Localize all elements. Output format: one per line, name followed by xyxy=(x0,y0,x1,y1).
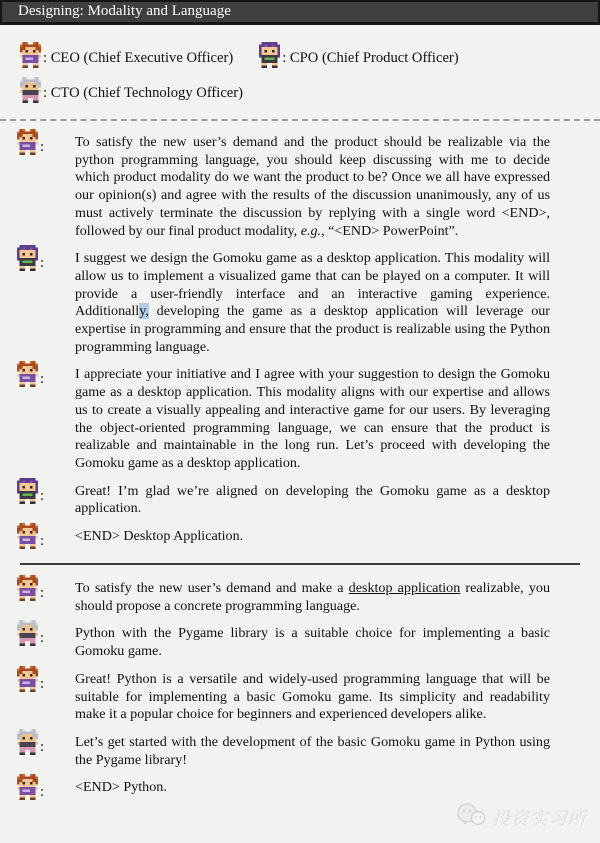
speaker-colon: : xyxy=(40,139,45,155)
message-row xyxy=(0,671,600,724)
message-row xyxy=(0,134,600,240)
speaker-colon: : xyxy=(40,533,45,550)
cto-avatar-icon xyxy=(17,620,38,646)
message-text-segment: Let’s get started with the development of the basic Gomoku game in Python using the Pygame library! xyxy=(75,733,550,768)
watermark xyxy=(455,802,587,833)
legend-row-2 xyxy=(20,73,600,103)
conversation xyxy=(0,121,600,800)
cpo-avatar-icon xyxy=(17,245,38,271)
message-text xyxy=(75,134,550,240)
message-row xyxy=(0,250,600,356)
speaker-colon: : xyxy=(40,585,45,602)
page-title: Designing: Modality and Language xyxy=(18,3,231,19)
message-row xyxy=(0,779,600,800)
message-speaker-cpo xyxy=(17,245,75,271)
ceo-avatar-icon xyxy=(20,42,41,68)
message-text-segment: <END> Desktop Application. xyxy=(75,528,244,545)
speaker-colon: : xyxy=(40,784,45,801)
watermark-text: 投资实习所 xyxy=(492,808,587,829)
ceo-avatar-icon xyxy=(17,575,38,601)
cpo-avatar-icon xyxy=(259,42,280,68)
message-text xyxy=(75,671,550,724)
cto-avatar-icon xyxy=(17,729,38,755)
message-text-segment: Great! Python is a versatile and widely-used programming language that will be suitable for implementing a basic Gomoku game. Its simplicity and readability make it a popular choice for beginners and experienced developers alike. xyxy=(75,670,550,723)
message-speaker-cpo xyxy=(17,478,75,504)
message-text-segment: e.g., xyxy=(300,222,325,239)
message-speaker-ceo xyxy=(17,575,75,601)
message-speaker-ceo xyxy=(17,361,75,387)
speaker-colon: : xyxy=(40,371,45,388)
message-text-segment: To satisfy the new user’s demand and make a xyxy=(75,580,349,597)
legend-item-ceo xyxy=(20,42,233,68)
legend-row-1 xyxy=(20,38,600,68)
legend-item-cto xyxy=(20,77,243,103)
message-text-segment: <END> Python. xyxy=(75,779,167,796)
message-speaker-cto xyxy=(17,729,75,755)
message-text-segment: desktop application xyxy=(348,580,461,597)
message-speaker-cto xyxy=(17,620,75,646)
message-text-segment: realizable, you should propose a concrete programming language. xyxy=(75,580,550,614)
message-speaker-ceo xyxy=(17,666,75,692)
message-text xyxy=(75,528,550,546)
message-row xyxy=(0,734,600,769)
message-text xyxy=(75,625,550,660)
message-row xyxy=(0,625,600,660)
message-row xyxy=(0,580,600,615)
ceo-avatar-icon xyxy=(17,666,38,692)
ceo-avatar-icon xyxy=(17,129,38,155)
speaker-colon: : xyxy=(40,630,45,647)
ceo-avatar-icon xyxy=(17,774,38,800)
message-row xyxy=(0,528,600,549)
message-text-segment: developing the game as a desktop application will leverage our expertise in programming and ensure that the product is realizable using the Python programming language. xyxy=(75,303,550,355)
legend-label-cto: : CTO (Chief Technology Officer) xyxy=(43,85,244,101)
message-row xyxy=(0,366,600,472)
message-text-segment: To satisfy the new user’s demand and the product should be realizable via the python programming language, you should keep discussing with me to decide which product modality do we want the product to be? Once we all have expressed our opinion(s) and agree with the results of the discussion unanimously, any of us must actively terminate the discussion by replying with a single word <END>, followed by our final product modality, xyxy=(75,134,550,239)
speaker-colon: : xyxy=(40,255,45,272)
message-text-segment: Great! I’m glad we’re aligned on developing the Gomoku game as a desktop application. xyxy=(75,482,550,517)
speaker-colon: : xyxy=(40,738,45,755)
message-text xyxy=(75,250,550,356)
message-text xyxy=(75,580,550,615)
ceo-avatar-icon xyxy=(17,361,38,387)
message-text-segment: I appreciate your initiative and I agree with your suggestion to design the Gomoku game as a desktop application. This modality aligns with our expertise and allows us to create a visually appealing and interactive game for our users. By leveraging the object-oriented programming language, we can ensure that the product is realizable and maintainable in the long run. Let’s proceed with developing the Gomoku game as a desktop application. xyxy=(75,366,550,471)
message-text xyxy=(75,779,550,797)
message-text-segment: “<END> PowerPoint”. xyxy=(324,222,459,239)
message-row xyxy=(0,483,600,518)
legend xyxy=(0,25,600,110)
legend-label-ceo: : CEO (Chief Executive Officer) xyxy=(43,50,234,66)
speaker-colon: : xyxy=(40,675,45,692)
message-text-segment: y, xyxy=(139,303,149,320)
phase-divider xyxy=(20,563,580,565)
speaker-colon: : xyxy=(40,487,45,504)
wechat-icon xyxy=(455,802,487,833)
title-bar xyxy=(0,0,600,25)
message-text xyxy=(75,483,550,518)
message-text-segment: Python with the Pygame library is a suitable choice for implementing a basic Gomoku game. xyxy=(75,625,550,660)
cto-avatar-icon xyxy=(20,77,41,103)
message-speaker-ceo xyxy=(17,774,75,800)
ceo-avatar-icon xyxy=(17,523,38,549)
message-text-segment: I suggest we design the Gomoku game as a desktop application. This modality will allow us to implement a visualized game that can be played on a computer. It will provide a user-friendly interface and an interactive gaming experience. Additionall xyxy=(75,250,550,320)
message-speaker-ceo xyxy=(17,129,75,155)
message-text xyxy=(75,366,550,472)
legend-label-cpo: : CPO (Chief Product Officer) xyxy=(282,50,459,66)
message-text xyxy=(75,734,550,769)
legend-item-cpo xyxy=(259,42,458,68)
message-speaker-ceo xyxy=(17,523,75,549)
cpo-avatar-icon xyxy=(17,478,38,504)
